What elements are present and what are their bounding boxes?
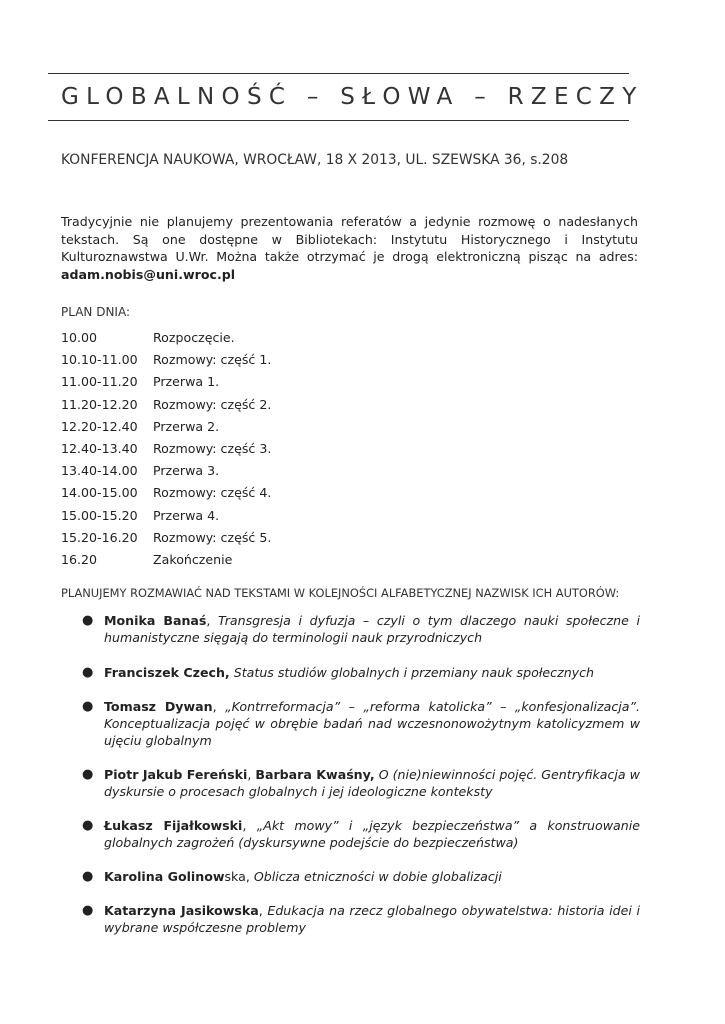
list-item (80, 612, 640, 646)
list-item (80, 902, 640, 936)
top-rule (48, 73, 629, 74)
talk-title: „Kontrreformacja” – „reforma katolicka” – „konfesjonalizacja”. Konceptualizacja pojęć w obrębie badań nad wczesnonowożytnym katolicyzmem w ujęciu globalnym (104, 699, 640, 748)
talk-separator: , (258, 903, 268, 918)
talk-author: Franciszek Czech, (104, 665, 230, 680)
schedule-event: Przerwa 1. (153, 374, 220, 390)
schedule-event: Przerwa 4. (153, 507, 220, 523)
intro-paragraph (61, 213, 638, 283)
talk-author: Łukasz Fijałkowski (104, 818, 243, 833)
schedule-time: 11.20-12.20 (61, 396, 138, 412)
schedule-row (61, 349, 271, 371)
talk-separator: , (212, 699, 226, 714)
schedule-time: 15.00-15.20 (61, 507, 138, 523)
schedule-event: Rozmowy: część 2. (153, 396, 272, 412)
schedule-event: Rozmowy: część 1. (153, 352, 272, 368)
schedule-row (61, 482, 271, 504)
talk-author-suffix: ska (224, 869, 246, 884)
bullet-icon: ● (82, 869, 94, 884)
schedule-row (61, 460, 271, 482)
talk-separator: , (245, 869, 254, 884)
schedule-row (61, 327, 271, 349)
schedule-time: 10.10-11.00 (61, 352, 138, 368)
schedule-time: 14.00-15.00 (61, 485, 138, 501)
schedule-time: 10.00 (61, 330, 98, 345)
list-item (80, 766, 640, 800)
bullet-icon: ● (82, 818, 94, 833)
bullet-icon: ● (82, 613, 94, 628)
schedule-time: 12.40-13.40 (61, 440, 138, 456)
bullet-icon: ● (82, 665, 94, 680)
plan-label: PLAN DNIA: (61, 305, 130, 319)
bullet-icon: ● (82, 699, 94, 714)
talk-author: Monika Banaś (104, 613, 207, 628)
authors-section-label: PLANUJEMY ROZMAWIAĆ NAD TEKSTAMI W KOLEJNOŚCI ALFABETYCZNEJ NAZWISK ICH AUTORÓW: (61, 586, 620, 600)
talk-author: Piotr Jakub Fereński (104, 767, 248, 782)
contact-email[interactable]: adam.nobis@uni.wroc.pl (61, 266, 236, 282)
schedule-event: Rozmowy: część 4. (153, 485, 272, 501)
schedule-row (61, 505, 271, 527)
schedule-time: 16.20 (61, 551, 98, 567)
list-item (80, 664, 640, 681)
talk-title: Edukacja na rzecz globalnego obywatelstwa: historia idei i wybrane współczesne problemy (104, 903, 640, 935)
schedule-event: Przerwa 3. (153, 463, 220, 479)
talk-title: O (nie)niewinności pojęć. Gentryfikacja w dyskursie o procesach globalnych i jej ideologiczne konteksty (104, 767, 640, 799)
schedule-event: Zakończenie (153, 551, 233, 567)
intro-text: Tradycyjnie nie planujemy prezentowania referatów a jedynie rozmowę o nadesłanych tekstach. Są one dostępne w Bibliotekach: Instytutu Historycznego i Instytutu Kulturoznawstwa U.Wr. Można także otrzymać je drogą elektroniczną pisząc na adres: (61, 214, 638, 265)
schedule-row (61, 394, 271, 416)
talk-title: Oblicza etniczności w dobie globalizacji (253, 869, 502, 884)
schedule-time: 11.00-11.20 (61, 374, 138, 390)
schedule-row (61, 549, 271, 571)
schedule-event: Przerwa 2. (153, 418, 220, 434)
talk-coauthor: Barbara Kwaśny, (255, 767, 375, 782)
bullet-icon: ● (82, 767, 94, 782)
list-item (80, 698, 640, 749)
bullet-icon: ● (82, 903, 94, 918)
document-title: GLOBALNOŚĆ – SŁOWA – RZECZY (61, 84, 644, 110)
talk-title: Status studiów globalnych i przemiany nauk społecznych (233, 665, 595, 680)
schedule-time: 13.40-14.00 (61, 463, 138, 479)
schedule-time: 15.20-16.20 (61, 529, 138, 545)
list-item (80, 868, 640, 885)
talk-author: Tomasz Dywan (104, 699, 213, 714)
schedule-row (61, 438, 271, 460)
schedule-list (61, 327, 271, 571)
talk-title: „Akt mowy” i „język bezpieczeństwa” a konstruowanie globalnych zagrożeń (dyskursywne podejście do bezpieczeństwa) (104, 818, 640, 850)
schedule-event: Rozmowy: część 5. (153, 529, 272, 545)
schedule-time: 12.20-12.40 (61, 418, 138, 434)
schedule-row (61, 416, 271, 438)
list-item (80, 817, 640, 851)
talk-author: Karolina Golinow (104, 869, 225, 884)
talk-separator: , (242, 818, 257, 833)
schedule-event: Rozmowy: część 3. (153, 440, 272, 456)
talk-separator: , (247, 767, 256, 782)
schedule-row (61, 527, 271, 549)
bottom-rule (48, 120, 629, 121)
talk-title: Transgresja i dyfuzja – czyli o tym dlaczego nauki społeczne i humanistyczne sięgają do terminologii nauk przyrodniczych (104, 613, 640, 645)
talk-separator: , (206, 613, 219, 628)
schedule-event: Rozpoczęcie. (153, 330, 235, 345)
talk-author: Katarzyna Jasikowska (104, 903, 259, 918)
schedule-row (61, 371, 271, 393)
conference-subtitle: KONFERENCJA NAUKOWA, WROCŁAW, 18 X 2013, UL. SZEWSKA 36, s.208 (61, 152, 569, 168)
